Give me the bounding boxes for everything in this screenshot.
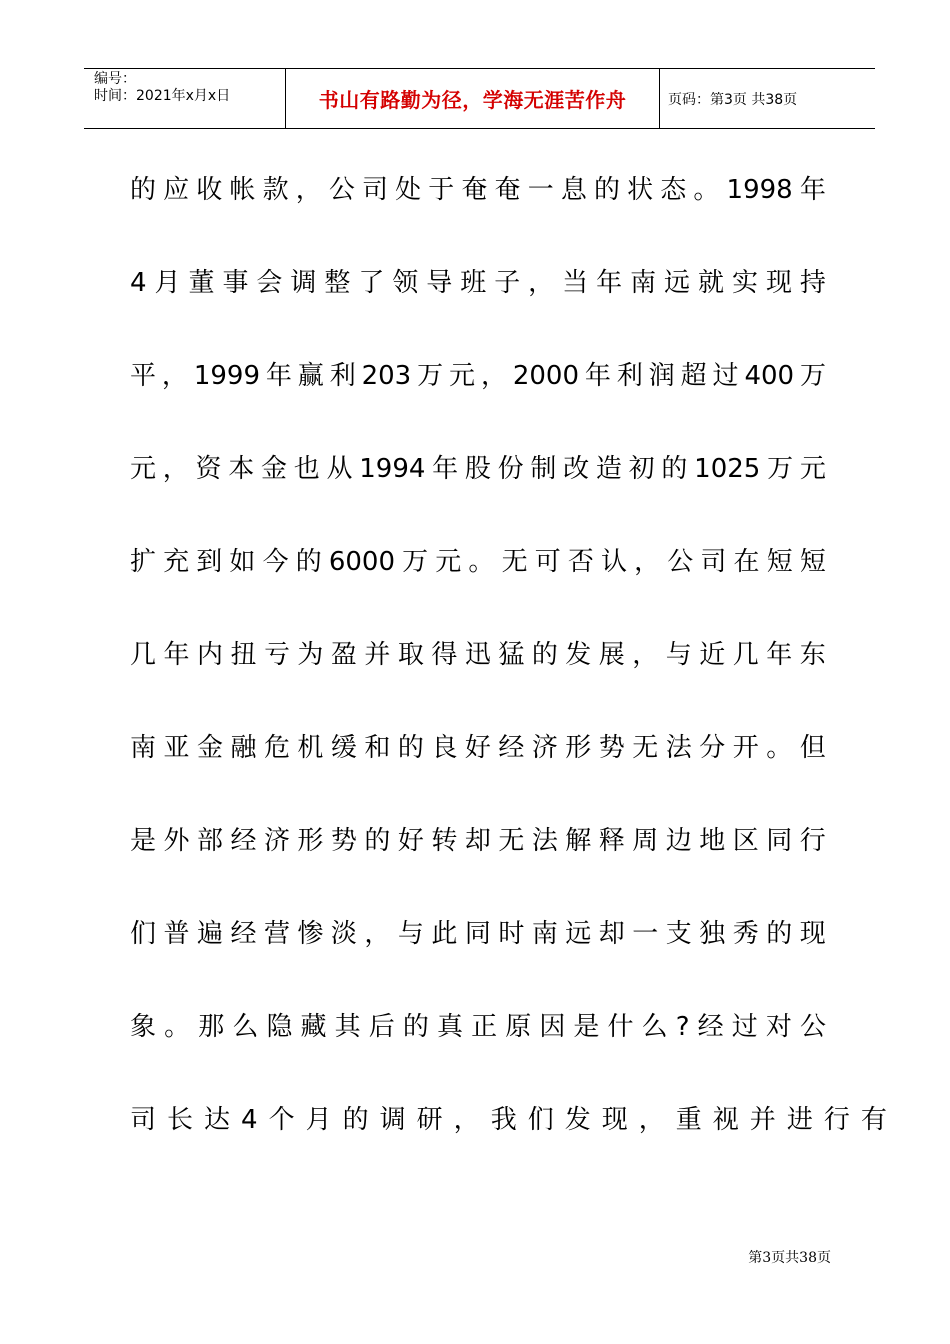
footer-page-number: 第3页共38页 xyxy=(748,1250,831,1266)
body-line: 几 年 内 扭 亏 为 盈 并 取 得 迅 猛 的 发 展 ， 与 近 几 年 东 xyxy=(130,640,826,670)
body-text xyxy=(130,162,887,1185)
body-line: 4 月 董 事 会 调 整 了 领 导 班 子 ， 当 年 南 远 就 实 现 持 xyxy=(130,268,826,298)
body-line: 是 外 部 经 济 形 势 的 好 转 却 无 法 解 释 周 边 地 区 同 行 xyxy=(130,826,826,856)
header-page-number: 页码：第3页 共38页 xyxy=(668,91,798,108)
serial-number-label: 编号： xyxy=(94,71,136,87)
body-line: 南 亚 金 融 危 机 缓 和 的 良 好 经 济 形 势 无 法 分 开 。 但 xyxy=(130,733,826,763)
body-line: 扩 充 到 如 今 的 6000 万 元 。 无 可 否 认 ， 公 司 在 短 短 xyxy=(130,547,826,577)
body-line: 元 ， 资 本 金 也 从 1994 年 股 份 制 改 造 初 的 1025 万 元 xyxy=(130,454,826,484)
date-label: 时间：2021年x月x日 xyxy=(94,88,231,104)
body-line: 们 普 遍 经 营 惨 淡 ， 与 此 同 时 南 远 却 一 支 独 秀 的 现 xyxy=(130,919,826,949)
header-motto: 书山有路勤为径，学海无涯苦作舟 xyxy=(318,88,627,112)
header-meta xyxy=(94,71,230,105)
body-line: 的 应 收 帐 款 ， 公 司 处 于 奄 奄 一 息 的 状 态 。 1998 年 xyxy=(130,175,826,205)
body-line: 象 。 那 么 隐 藏 其 后 的 真 正 原 因 是 什 么 ? 经 过 对 公 xyxy=(130,1012,826,1042)
header-divider xyxy=(659,69,660,128)
body-line: 平 ， 1999 年 赢 利 203 万 元 ， 2000 年 利 润 超 过 400 万 xyxy=(130,361,826,391)
body-line: 司 长 达 4 个 月 的 调 研 ， 我 们 发 现 ， 重 视 并 进 行 有 xyxy=(130,1105,887,1135)
page-header xyxy=(84,68,875,129)
